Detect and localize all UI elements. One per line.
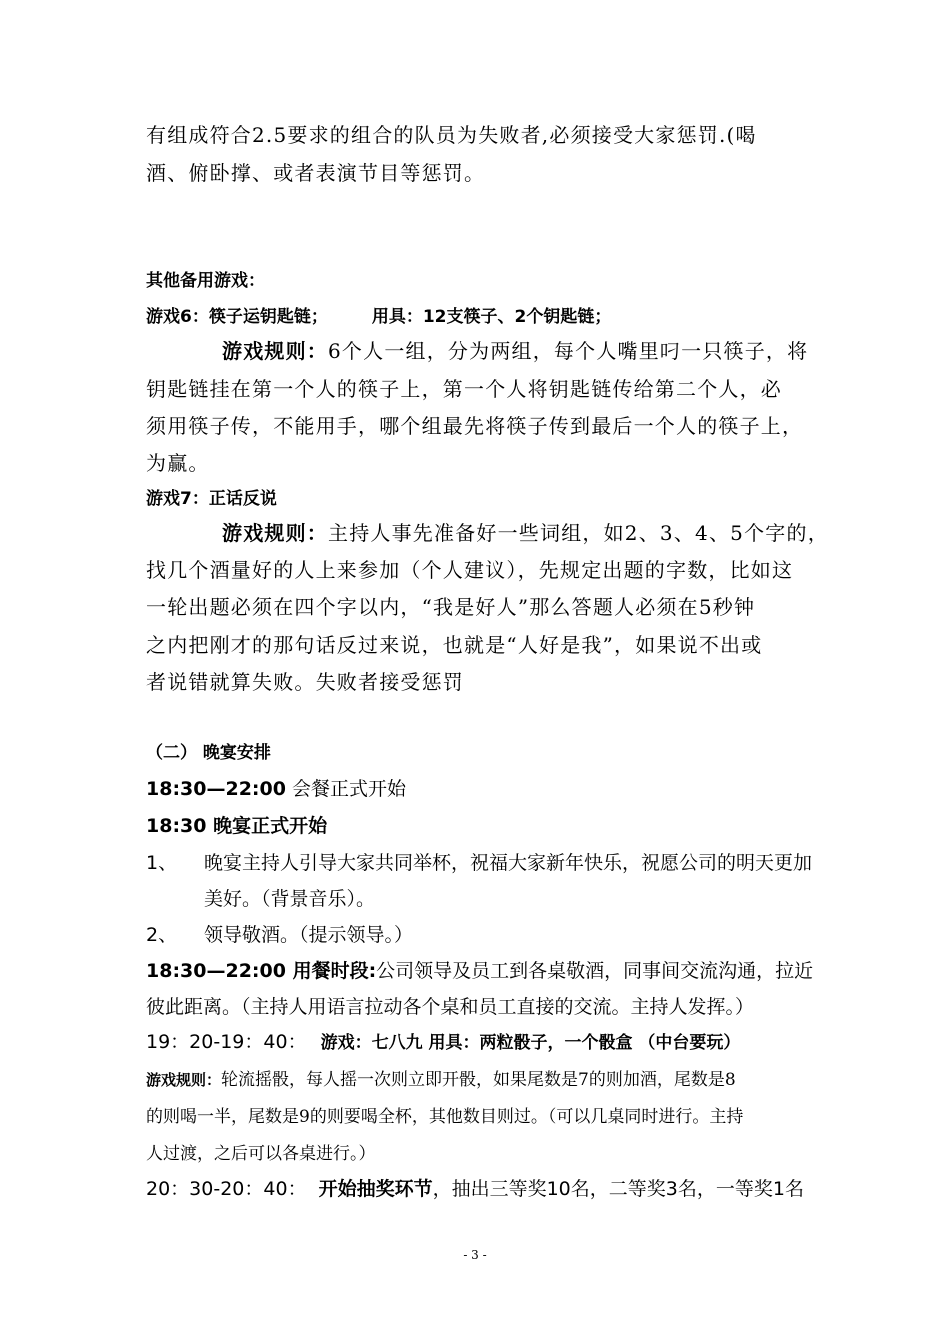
dice-game-title: 游戏：七八九 用具：两粒骰子，一个骰盒 （中台要玩） [320, 1033, 741, 1053]
dining-time: 18:30—22:00 用餐时段: [146, 960, 377, 982]
game6-rule-line-1: 游戏规则：6个人一组，分为两组，每个人嘴里叼一只筷子，将 [222, 339, 809, 363]
banquet-time-1: 18:30—22:00 [146, 778, 286, 800]
game7-rule-line-3: 一轮出题必须在四个字以内，“我是好人”那么答题人必须在5秒钟 [146, 595, 756, 619]
dice-rule-line-2: 的则喝一半，尾数是9的则要喝全杯，其他数目则过。（可以几桌同时进行。主持 [146, 1107, 744, 1127]
page-number: - 3 - [463, 1248, 487, 1262]
game6-rule-line-3: 须用筷子传，不能用手，哪个组最先将筷子传到最后一个人的筷子上， [146, 414, 804, 438]
item-1-line-2: 美好。（背景音乐）。 [204, 888, 376, 910]
item-1-number: 1、 [146, 852, 178, 874]
dice-rule-line-1: 游戏规则：轮流摇骰，每人摇一次则立即开骰，如果尾数是7的则加酒，尾数是8 [146, 1070, 736, 1090]
item-2-text: 领导敬酒。（提示领导。） [204, 924, 414, 946]
intro-line-2: 酒、俯卧撑、或者表演节目等惩罚。 [146, 161, 486, 185]
banquet-item-1 [146, 850, 177, 876]
banquet-time-line-1: 18:30—22:00 会餐正式开始 [146, 778, 407, 800]
lottery-time: 20：30-20：40： [146, 1178, 307, 1200]
dice-rule-line-3: 人过渡，之后可以各桌进行。） [146, 1144, 376, 1164]
game7-rule-line-1: 游戏规则：主持人事先准备好一些词组，如2、3、4、5个字的， [222, 521, 829, 545]
other-games-heading: 其他备用游戏： [146, 271, 265, 291]
intro-line-1: 有组成符合2.5要求的组合的队员为失败者,必须接受大家惩罚.(喝 [146, 123, 757, 147]
dice-rule-label: 游戏规则： [146, 1071, 222, 1089]
dining-line-1: 18:30—22:00 用餐时段:公司领导及员工到各桌敬酒，同事间交流沟通，拉近 [146, 960, 814, 982]
dice-game-line [146, 1029, 740, 1056]
game7-rule-label: 游戏规则： [222, 521, 328, 545]
item-1-line-1: 晚宴主持人引导大家共同举杯，祝福大家新年快乐，祝愿公司的明天更加 [204, 852, 813, 874]
game6-rule-label: 游戏规则： [222, 339, 328, 363]
game7-heading: 游戏7：正话反说 [146, 489, 277, 509]
game7-rule-line-2: 找几个酒量好的人上来参加（个人建议），先规定出题的字数，比如这 [146, 558, 794, 582]
game6-rule-line-4: 为赢。 [146, 451, 210, 475]
game6-title: 游戏6：筷子运钥匙链； [146, 307, 328, 327]
dining-line-2: 彼此距离。（主持人用语言拉动各个桌和员工直接的交流。主持人发挥。） [146, 996, 755, 1018]
game7-rule-line-4: 之内把刚才的那句话反过来说，也就是“人好是我”，如果说不出或 [146, 633, 763, 657]
game7-rule-line-5: 者说错就算失败。失败者接受惩罚 [146, 670, 464, 694]
lottery-title: 开始抽奖环节 [318, 1178, 433, 1200]
game6-heading [146, 304, 611, 330]
game6-rule-line-2: 钥匙链挂在第一个人的筷子上，第一个人将钥匙链传给第二个人，必 [146, 377, 782, 401]
game6-tools: 用具：12支筷子、2个钥匙链； [371, 307, 612, 327]
banquet-heading: （二） 晚宴安排 [146, 743, 271, 763]
lottery-line: 20：30-20：40： 开始抽奖环节，抽出三等奖10名，二等奖3名，一等奖1名 [146, 1178, 804, 1200]
banquet-time-line-2: 18:30 晚宴正式开始 [146, 815, 328, 837]
item-2-number: 2、 [146, 924, 178, 946]
dice-game-time: 19：20-19：40： [146, 1031, 307, 1053]
